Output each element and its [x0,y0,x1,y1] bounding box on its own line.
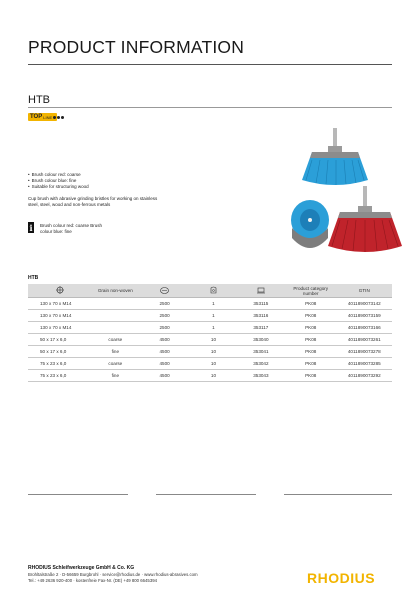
brand-logo: RHODIUS [307,570,376,586]
gtin-cell: 4011890073278 [337,346,392,358]
packaging-cell: 10 [190,346,237,358]
dimensions-cell: 75 x 23 x 6,0 [28,370,91,382]
grain-cell: fine [91,370,139,382]
table-row [28,358,392,370]
table-row [28,346,392,358]
article-cell: 353115 [237,298,285,310]
dimensions-cell: 130 x 70 x M14 [28,310,91,322]
gtin-cell: 4011890073261 [337,334,392,346]
packaging-cell: 10 [190,358,237,370]
article-cell: 353116 [237,310,285,322]
grain-cell: fine [91,346,139,358]
max-rpm-icon [160,287,169,294]
article-cell: 353042 [237,358,285,370]
dimensions-cell: 130 x 70 x M14 [28,322,91,334]
article-cell: 353040 [237,334,285,346]
article-cell: 353043 [237,370,285,382]
grain-cell: coarse [91,334,139,346]
gtin-cell: 4011890073142 [337,298,392,310]
category-cell: PK08 [285,322,337,334]
footer-phone: Tel.: +49 2636 920-400 · kostenfreie Fax-Nr. (DE) +49 800 6645394 [28,578,157,583]
table-row [28,310,392,322]
category-cell: PK08 [285,298,337,310]
article-header [237,284,285,298]
dimensions-cell: 50 x 17 x 6,0 [28,334,91,346]
grain-cell [91,298,139,310]
badge-dots-icon [53,116,64,119]
feature-item: • Suitable for structuring wood [28,184,89,190]
speed-cell: 4500 [139,346,190,358]
page-title: PRODUCT INFORMATION [28,37,245,57]
table-row [28,370,392,382]
top-line-badge [28,113,57,121]
badge-sub: LINE [43,114,53,120]
specification-table [28,284,392,382]
table-row [28,322,392,334]
product-name: HTB [28,94,50,106]
speed-cell: 4500 [139,358,190,370]
crosshair-circle-icon [56,286,64,294]
category-cell: PK08 [285,334,337,346]
package-quantity-icon [210,286,217,294]
speed-cell: 2500 [139,298,190,310]
blue-cup-brush-image [302,128,368,185]
signature-line [156,494,256,495]
category-cell: PK08 [285,370,337,382]
dimensions-cell: 50 x 17 x 6,0 [28,346,91,358]
category-cell: PK08 [285,346,337,358]
table-label: HTB [28,275,39,281]
dimensions-header [28,284,91,298]
feature-list [28,172,89,190]
article-cell: 353117 [237,322,285,334]
red-cup-brush-image [328,186,402,252]
gtin-cell: 4011890073166 [337,322,392,334]
table-body [28,298,392,382]
packaging-cell: 10 [190,334,237,346]
product-description: Cup brush with abrasive grinding bristles for working on stainless steel, steel, wood and non-ferrous metals [28,196,158,207]
packaging-header [190,284,237,298]
title-divider [28,64,392,65]
grain-header: Grain non-woven [91,284,139,298]
speed-cell: 4500 [139,370,190,382]
table-header-row [28,284,392,298]
info-note: Brush colour red: coarse Brush colour blue: fine [40,223,103,234]
article-cell: 353041 [237,346,285,358]
grain-cell: coarse [91,358,139,370]
category-cell: PK08 [285,358,337,370]
footer-company: RHODIUS Schleifwerkzeuge GmbH & Co. KG [28,565,135,571]
speed-cell: 2500 [139,310,190,322]
gtin-header: GTIN [337,284,392,298]
info-icon: i [29,222,33,233]
speed-header [139,284,190,298]
speed-cell: 4500 [139,334,190,346]
speed-cell: 2500 [139,322,190,334]
blue-disc-brush-image [291,200,329,248]
table-row [28,298,392,310]
grain-cell [91,310,139,322]
signature-line [28,494,128,495]
dimensions-cell: 130 x 70 x M14 [28,298,91,310]
gtin-cell: 4011890073159 [337,310,392,322]
footer-address: Brohltalstraße 2 · D-56659 Burgbrohl · service@rhodius.de · www.rhodius-abrasives.com [28,572,198,577]
dimensions-cell: 75 x 23 x 6,0 [28,358,91,370]
feature-item: • Brush colour red: coarse [28,172,89,178]
product-name-divider [28,107,392,108]
gtin-cell: 4011890073292 [337,370,392,382]
grain-cell [91,322,139,334]
packaging-cell: 1 [190,310,237,322]
product-photo [290,128,410,270]
feature-item: • Brush colour blue: fine [28,178,89,184]
packaging-cell: 1 [190,322,237,334]
signature-line [284,494,392,495]
badge-brand: TOP [30,114,43,120]
table-row [28,334,392,346]
packaging-cell: 1 [190,298,237,310]
article-number-icon [257,287,265,294]
category-cell: PK08 [285,310,337,322]
packaging-cell: 10 [190,370,237,382]
category-header: Product category number [285,284,337,298]
gtin-cell: 4011890073285 [337,358,392,370]
